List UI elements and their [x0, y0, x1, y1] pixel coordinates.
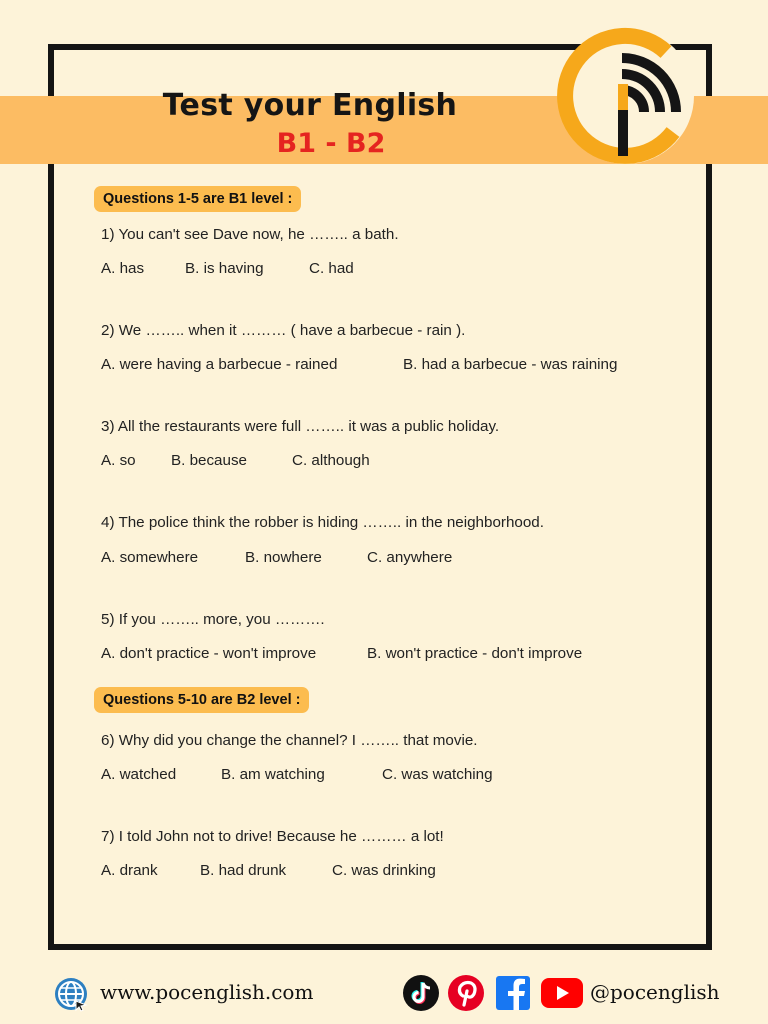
social-handle[interactable]: @pocenglish: [590, 980, 720, 1004]
option-4b[interactable]: B. nowhere: [245, 549, 322, 566]
option-2a[interactable]: A. were having a barbecue - rained: [101, 356, 338, 373]
option-3b[interactable]: B. because: [171, 452, 247, 469]
option-2b[interactable]: B. had a barbecue - was raining: [403, 356, 618, 373]
section-badge-b2: Questions 5-10 are B2 level :: [94, 687, 309, 713]
option-6c[interactable]: C. was watching: [382, 766, 493, 783]
option-1c[interactable]: C. had: [309, 260, 354, 277]
option-3a[interactable]: A. so: [101, 452, 136, 469]
question-4: 4) The police think the robber is hiding …….. in the neighborhood.: [101, 514, 544, 531]
option-6a[interactable]: A. watched: [101, 766, 177, 783]
poc-logo-icon: [548, 24, 698, 170]
youtube-icon[interactable]: [540, 976, 584, 1010]
page-title: Test your English: [162, 88, 458, 123]
tiktok-icon[interactable]: [402, 974, 440, 1012]
option-5a[interactable]: A. don't practice - won't improve: [101, 645, 317, 662]
pinterest-icon[interactable]: [446, 974, 486, 1012]
section-badge-b1: Questions 1-5 are B1 level :: [94, 186, 301, 212]
question-5: 5) If you …….. more, you ……….: [101, 611, 325, 628]
option-6b[interactable]: B. am watching: [221, 766, 325, 783]
question-2: 2) We …….. when it ……… ( have a barbecue - rain ).: [101, 322, 466, 339]
question-7: 7) I told John not to drive! Because he ……… a lot!: [101, 828, 444, 845]
question-6: 6) Why did you change the channel? I …….. that movie.: [101, 732, 478, 749]
option-7c[interactable]: C. was drinking: [332, 862, 436, 879]
option-7b[interactable]: B. had drunk: [200, 862, 287, 879]
option-3c[interactable]: C. although: [292, 452, 370, 469]
website-link[interactable]: www.pocenglish.com: [100, 980, 314, 1004]
option-5b[interactable]: B. won't practice - don't improve: [367, 645, 583, 662]
option-4a[interactable]: A. somewhere: [101, 549, 199, 566]
globe-icon[interactable]: [52, 975, 90, 1013]
question-3: 3) All the restaurants were full …….. it was a public holiday.: [101, 418, 500, 435]
page-border: [48, 44, 712, 950]
question-1: 1) You can't see Dave now, he …….. a bath.: [101, 226, 399, 243]
option-1a[interactable]: A. has: [101, 260, 145, 277]
facebook-icon[interactable]: [494, 974, 532, 1012]
option-7a[interactable]: A. drank: [101, 862, 158, 879]
option-4c[interactable]: C. anywhere: [367, 549, 453, 566]
option-1b[interactable]: B. is having: [185, 260, 264, 277]
page-subtitle: B1 - B2: [276, 128, 386, 159]
